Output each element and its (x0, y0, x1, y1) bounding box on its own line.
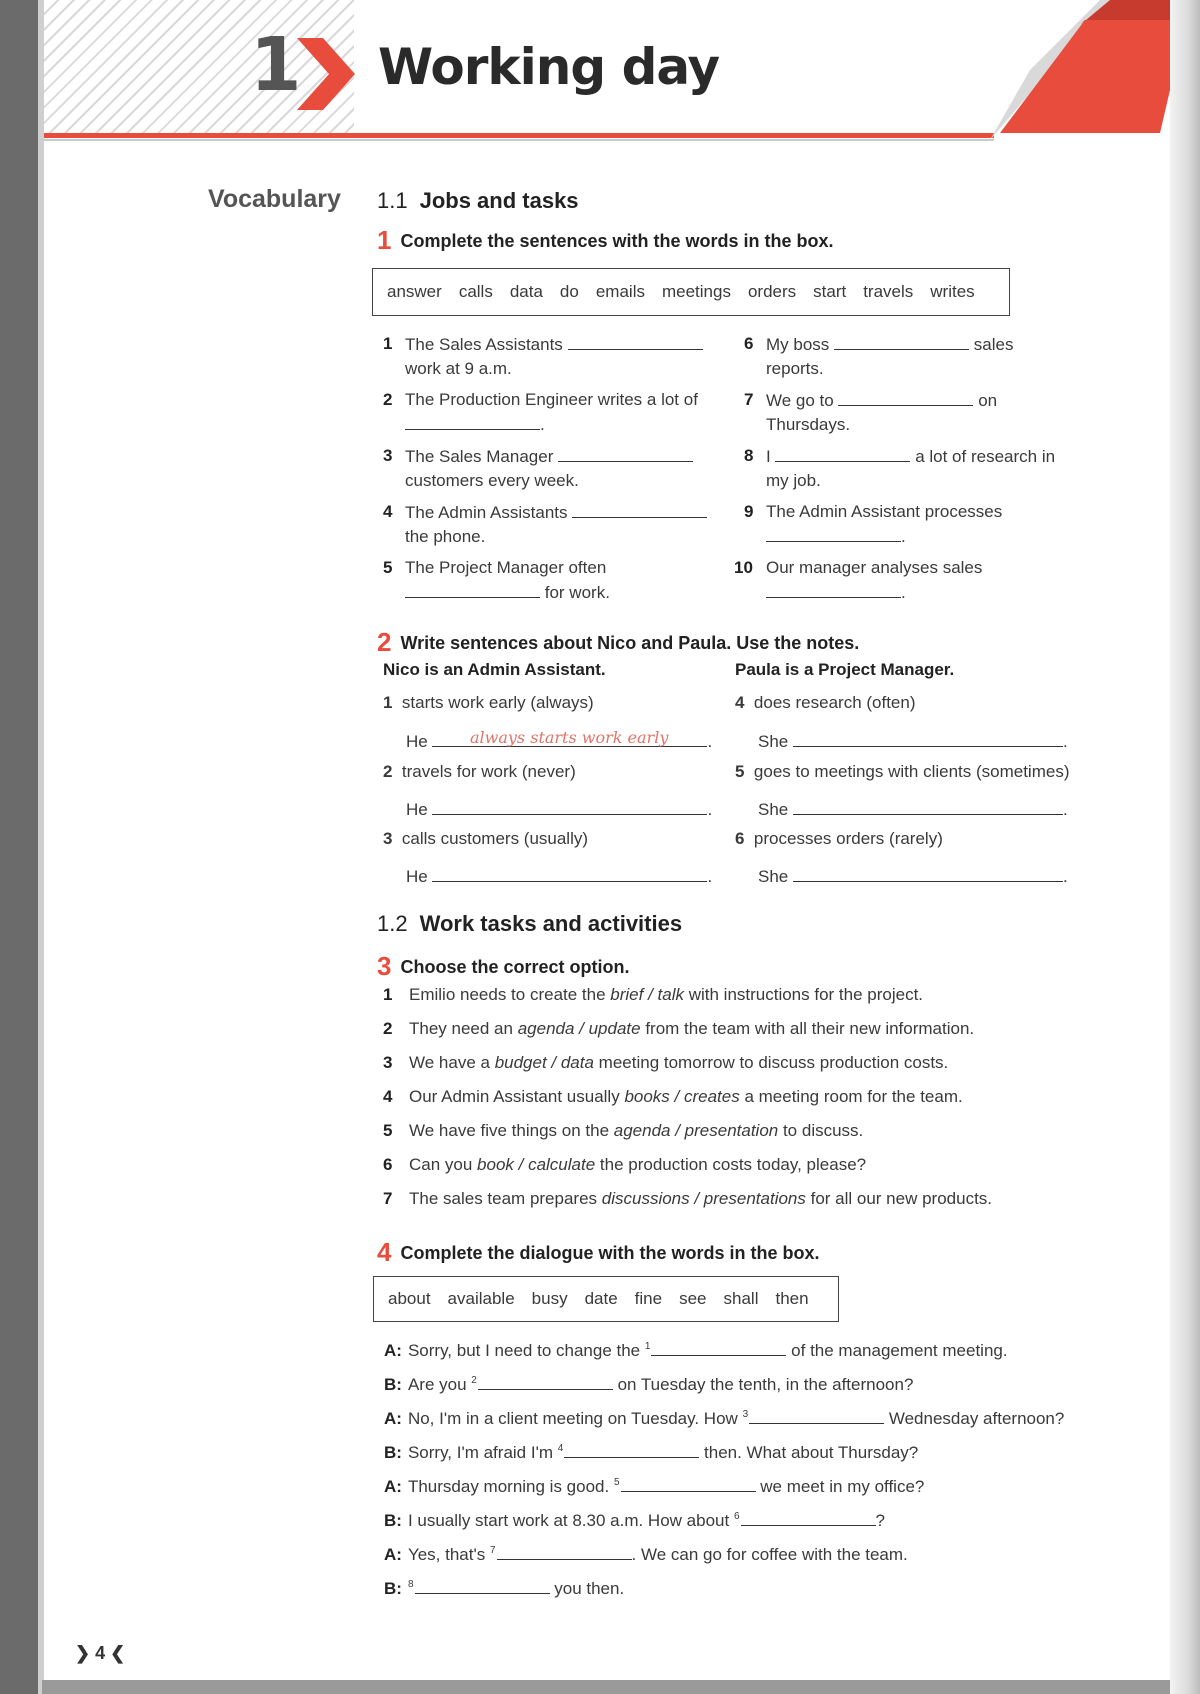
word-box-item: available (447, 1289, 515, 1308)
word-box-item: emails (595, 282, 645, 301)
answer-blank[interactable] (793, 864, 1063, 882)
answer-blank[interactable] (838, 388, 973, 406)
item-number: 7 (383, 1189, 393, 1208)
speaker: B: (384, 1375, 402, 1394)
dialogue-line (384, 1576, 624, 1599)
item-text-part: The Admin Assistants (405, 503, 568, 522)
paula-heading: Paula is a Project Manager. (735, 660, 955, 679)
word-box-ex4 (373, 1276, 839, 1322)
answer-blank[interactable] (793, 729, 1063, 747)
section-name: Work tasks and activities (419, 911, 683, 936)
item-text-part: We go to (766, 391, 834, 410)
word-box-item: data (509, 282, 543, 301)
ex2-note (735, 693, 916, 713)
section-number: 1.1 (377, 188, 408, 213)
item-number: 9 (744, 502, 754, 521)
line-text: Thursday morning is good. (407, 1477, 610, 1496)
ex3-item (383, 1019, 974, 1039)
word-box-item: fine (634, 1289, 663, 1308)
period: . (1062, 800, 1068, 819)
page-bottom-strip (42, 1680, 1170, 1694)
option-choice[interactable]: agenda / update (517, 1019, 641, 1038)
word-box-ex1 (372, 268, 1010, 316)
answer-blank[interactable] (432, 797, 707, 815)
item-number: 5 (735, 762, 745, 781)
note-text: calls customers (usually) (401, 829, 589, 848)
item-number: 4 (383, 1087, 393, 1106)
item-text-part: on (978, 391, 998, 410)
item-text: for all our new products. (805, 1189, 993, 1208)
option-choice[interactable]: brief / talk (610, 985, 684, 1004)
item-text: the production costs today, please? (595, 1155, 867, 1174)
item-text (405, 444, 693, 493)
word-box-item: about (388, 1289, 431, 1308)
ex1-item (734, 556, 1044, 606)
answer-blank[interactable] (834, 332, 969, 350)
speaker: A: (384, 1477, 402, 1496)
ex2-answer-line (758, 864, 1068, 887)
exercise-instruction: Choose the correct option. (400, 957, 630, 977)
section-title-1-1 (377, 188, 579, 214)
ex3-item (383, 1087, 963, 1107)
answer-blank[interactable] (564, 1440, 699, 1458)
exercise-number: 3 (377, 951, 392, 981)
line-text: you then. (554, 1579, 625, 1598)
item-text: meeting tomorrow to discuss production costs. (593, 1053, 949, 1072)
note-text: processes orders (rarely) (753, 829, 943, 848)
exercise-instruction: Complete the dialogue with the words in the box. (400, 1243, 820, 1263)
answer-blank[interactable] (749, 1406, 884, 1424)
answer-blank[interactable] (775, 444, 910, 462)
item-text-part: The Project Manager often (405, 558, 607, 577)
word-box-item: shall (723, 1289, 759, 1308)
speaker: A: (384, 1409, 402, 1428)
option-choice[interactable]: budget / data (494, 1053, 594, 1072)
line-text: I usually start work at 8.30 a.m. How about (407, 1511, 730, 1530)
word-box-item: meetings (661, 282, 731, 301)
ex3-item (383, 1155, 866, 1175)
item-number: 4 (383, 502, 393, 521)
line-text: of the management meeting. (791, 1341, 1008, 1360)
word-box-item: orders (747, 282, 797, 301)
item-text-part: customers every week. (405, 471, 579, 490)
header-grey-line (44, 139, 994, 141)
ex2-note (383, 829, 588, 849)
item-number: 2 (383, 390, 393, 409)
period: . (707, 867, 713, 886)
item-number: 6 (735, 829, 745, 848)
item-text-part: work at 9 a.m. (405, 359, 512, 378)
answer-blank[interactable] (766, 580, 901, 598)
gap-number: 5 (613, 1477, 620, 1489)
ex1-item (383, 332, 723, 382)
item-text-part: a lot of research in (915, 447, 1056, 466)
item-text: They need an (409, 1019, 518, 1038)
ex2-note (735, 829, 943, 849)
item-text-part: reports. (766, 359, 824, 378)
speaker: B: (384, 1443, 402, 1462)
line-text: Yes, that's (407, 1545, 486, 1564)
word-box-item: do (559, 282, 579, 301)
item-number: 3 (383, 1053, 393, 1072)
exercise-3-heading (377, 951, 630, 982)
item-number: 5 (383, 558, 393, 577)
note-text: starts work early (always) (401, 693, 594, 712)
item-number: 3 (383, 829, 393, 848)
ex1-item (383, 444, 723, 494)
pronoun: He (406, 867, 428, 886)
item-text-part: . (540, 415, 545, 434)
period: . (1062, 732, 1068, 751)
item-text-part: The Sales Assistants (405, 335, 563, 354)
answer-blank[interactable] (405, 580, 540, 598)
answer-blank[interactable] (405, 412, 540, 430)
dialogue-line (384, 1406, 1064, 1429)
answer-blank[interactable] (766, 524, 901, 542)
line-text: on Tuesday the tenth, in the afternoon? (617, 1375, 914, 1394)
line-text: Sorry, but I need to change the (407, 1341, 641, 1360)
note-text: travels for work (never) (401, 762, 576, 781)
item-text-part: My boss (766, 335, 830, 354)
item-number: 7 (744, 390, 754, 409)
option-choice[interactable]: discussions / presentations (601, 1189, 806, 1208)
line-text: Sorry, I'm afraid I'm (407, 1443, 553, 1462)
item-number: 5 (383, 1121, 393, 1140)
word-box-item: writes (930, 282, 975, 301)
item-text: Emilio needs to create the (409, 985, 611, 1004)
option-choice[interactable]: book / calculate (477, 1155, 596, 1174)
ex2-answer-line (406, 797, 712, 820)
item-text (405, 500, 707, 549)
word-box-item: answer (387, 282, 442, 301)
section-title-1-2 (377, 911, 682, 937)
speaker: B: (384, 1511, 402, 1530)
item-text: Our Admin Assistant usually (409, 1087, 625, 1106)
exercise-number: 2 (377, 627, 392, 657)
exercise-instruction: Write sentences about Nico and Paula. Use the notes. (400, 633, 860, 653)
line-text: . We can go for coffee with the team. (631, 1545, 908, 1564)
option-choice[interactable]: agenda / presentation (613, 1121, 779, 1140)
ex1-item (383, 556, 723, 606)
item-text: We have a (409, 1053, 495, 1072)
item-text-part: . (901, 527, 906, 546)
ex2-note (383, 762, 576, 782)
item-text-part: my job. (766, 471, 821, 490)
gap-number: 8 (407, 1579, 414, 1591)
ex2-note (383, 693, 594, 713)
exercise-number: 1 (377, 225, 392, 255)
item-number: 2 (383, 1019, 393, 1038)
ex3-item (383, 1189, 992, 1209)
gap-number: 1 (644, 1341, 651, 1353)
item-text-part: The Production Engineer writes a lot of (405, 390, 698, 409)
line-text: Are you (407, 1375, 467, 1394)
item-text-part: The Admin Assistant processes (766, 502, 1003, 521)
answer-blank[interactable] (741, 1508, 876, 1526)
item-text-part: Thursdays. (766, 415, 851, 434)
item-number: 2 (383, 762, 393, 781)
item-text: The sales team prepares (409, 1189, 602, 1208)
handwritten-answer: always starts work early (470, 728, 669, 747)
section-name: Jobs and tasks (419, 188, 579, 213)
pronoun: He (406, 732, 428, 751)
item-text (405, 388, 698, 437)
item-text (405, 556, 610, 605)
item-text: We have five things on the (409, 1121, 614, 1140)
item-number: 1 (383, 985, 393, 1004)
ex2-note (735, 762, 1069, 782)
answer-blank[interactable] (497, 1542, 632, 1560)
speaker: A: (384, 1341, 402, 1360)
answer-blank[interactable] (621, 1474, 756, 1492)
note-text: goes to meetings with clients (sometimes) (753, 762, 1070, 781)
ex1-item (744, 500, 1044, 550)
item-text (766, 556, 982, 605)
answer-blank[interactable] (432, 864, 707, 882)
unit-chevron-icon (297, 38, 355, 110)
item-text: with instructions for the project. (683, 985, 924, 1004)
gap-number: 7 (489, 1545, 496, 1557)
answer-blank[interactable] (415, 1576, 550, 1594)
item-text-part: I (766, 447, 771, 466)
pronoun: She (758, 867, 789, 886)
ex2-answer-line (758, 729, 1068, 752)
section-number: 1.2 (377, 911, 408, 936)
gap-number: 4 (557, 1443, 564, 1455)
exercise-number: 4 (377, 1237, 392, 1267)
header-red-line (44, 133, 994, 138)
ex3-item (383, 985, 923, 1005)
word-box-item: start (813, 282, 847, 301)
item-text: from the team with all their new information. (640, 1019, 975, 1038)
item-text-part: . (901, 583, 906, 602)
word-box-item: travels (863, 282, 914, 301)
line-text: ? (875, 1511, 885, 1530)
gap-number: 6 (733, 1511, 740, 1523)
line-text: No, I'm in a client meeting on Tuesday. How (407, 1409, 738, 1428)
period: . (1062, 867, 1068, 886)
spine-edge (38, 0, 44, 1694)
ex1-item (383, 500, 723, 550)
nico-heading: Nico is an Admin Assistant. (383, 660, 606, 679)
item-text: Can you (409, 1155, 478, 1174)
exercise-4-heading (377, 1237, 820, 1268)
line-text: then. What about Thursday? (704, 1443, 919, 1462)
item-number: 1 (383, 693, 393, 712)
page-number-footer (75, 1643, 125, 1664)
exercise-1-heading (377, 225, 834, 256)
item-text-part: Our manager analyses sales (766, 558, 983, 577)
ex3-item (383, 1053, 948, 1073)
pronoun: She (758, 732, 789, 751)
gap-number: 2 (471, 1375, 477, 1387)
ex1-item (383, 388, 723, 438)
exercise-instruction: Complete the sentences with the words in the box. (400, 231, 834, 251)
line-text: Wednesday afternoon? (888, 1409, 1065, 1428)
answer-blank[interactable] (478, 1372, 613, 1390)
dialogue-line (384, 1542, 908, 1565)
item-number: 6 (744, 334, 754, 353)
dialogue-line (384, 1474, 924, 1497)
answer-blank[interactable] (651, 1338, 786, 1356)
item-text (766, 332, 1013, 381)
period: . (707, 800, 713, 819)
item-number: 6 (383, 1155, 393, 1174)
item-number: 1 (383, 334, 393, 353)
item-text-part: sales (973, 335, 1014, 354)
speaker: A: (384, 1545, 402, 1564)
speaker: B: (384, 1579, 402, 1598)
item-text (766, 444, 1055, 493)
note-text: does research (often) (753, 693, 916, 712)
item-text-part: The Sales Manager (405, 447, 554, 466)
exercise-2-heading (377, 627, 859, 658)
item-text (766, 500, 1002, 549)
ex2-answer-line (758, 797, 1068, 820)
item-text-part: the phone. (405, 527, 486, 546)
period: . (707, 732, 713, 751)
chevron-right-icon: ❯ (75, 1643, 91, 1663)
item-number: 10 (734, 558, 753, 577)
answer-blank[interactable] (568, 332, 703, 350)
book-spine (0, 0, 42, 1694)
ex1-item (744, 388, 1044, 438)
dialogue-line (384, 1372, 913, 1395)
pronoun: She (758, 800, 789, 819)
item-text (405, 332, 703, 381)
item-number: 3 (383, 446, 393, 465)
word-box-item: date (584, 1289, 618, 1308)
pronoun: He (406, 800, 428, 819)
ex1-item (744, 332, 1044, 382)
dialogue-line (384, 1440, 918, 1463)
item-text (766, 388, 997, 437)
ex3-item (383, 1121, 863, 1141)
dialogue-line (384, 1338, 1008, 1361)
page-number: 4 (95, 1643, 106, 1663)
word-box-item: then (775, 1289, 809, 1308)
item-number: 8 (744, 446, 754, 465)
answer-blank[interactable] (793, 797, 1063, 815)
unit-number: 1 (250, 22, 300, 108)
option-choice[interactable]: books / creates (624, 1087, 740, 1106)
item-text: a meeting room for the team. (739, 1087, 963, 1106)
item-number: 4 (735, 693, 745, 712)
answer-blank[interactable] (572, 500, 707, 518)
line-text: we meet in my office? (760, 1477, 925, 1496)
word-box-item: calls (458, 282, 493, 301)
unit-title: Working day (378, 38, 720, 96)
answer-blank[interactable] (558, 444, 693, 462)
dialogue-line (384, 1508, 885, 1531)
word-box-item: see (679, 1289, 707, 1308)
header-corner-decoration (990, 0, 1170, 142)
item-text: to discuss. (778, 1121, 864, 1140)
chevron-left-icon: ❮ (110, 1643, 126, 1663)
gap-number: 3 (742, 1409, 749, 1421)
ex2-answer-line (406, 864, 712, 887)
item-text-part: for work. (544, 583, 610, 602)
page-fold (1170, 0, 1200, 1694)
ex1-item (744, 444, 1064, 494)
side-label-vocabulary: Vocabulary (208, 185, 341, 213)
word-box-item: busy (531, 1289, 568, 1308)
